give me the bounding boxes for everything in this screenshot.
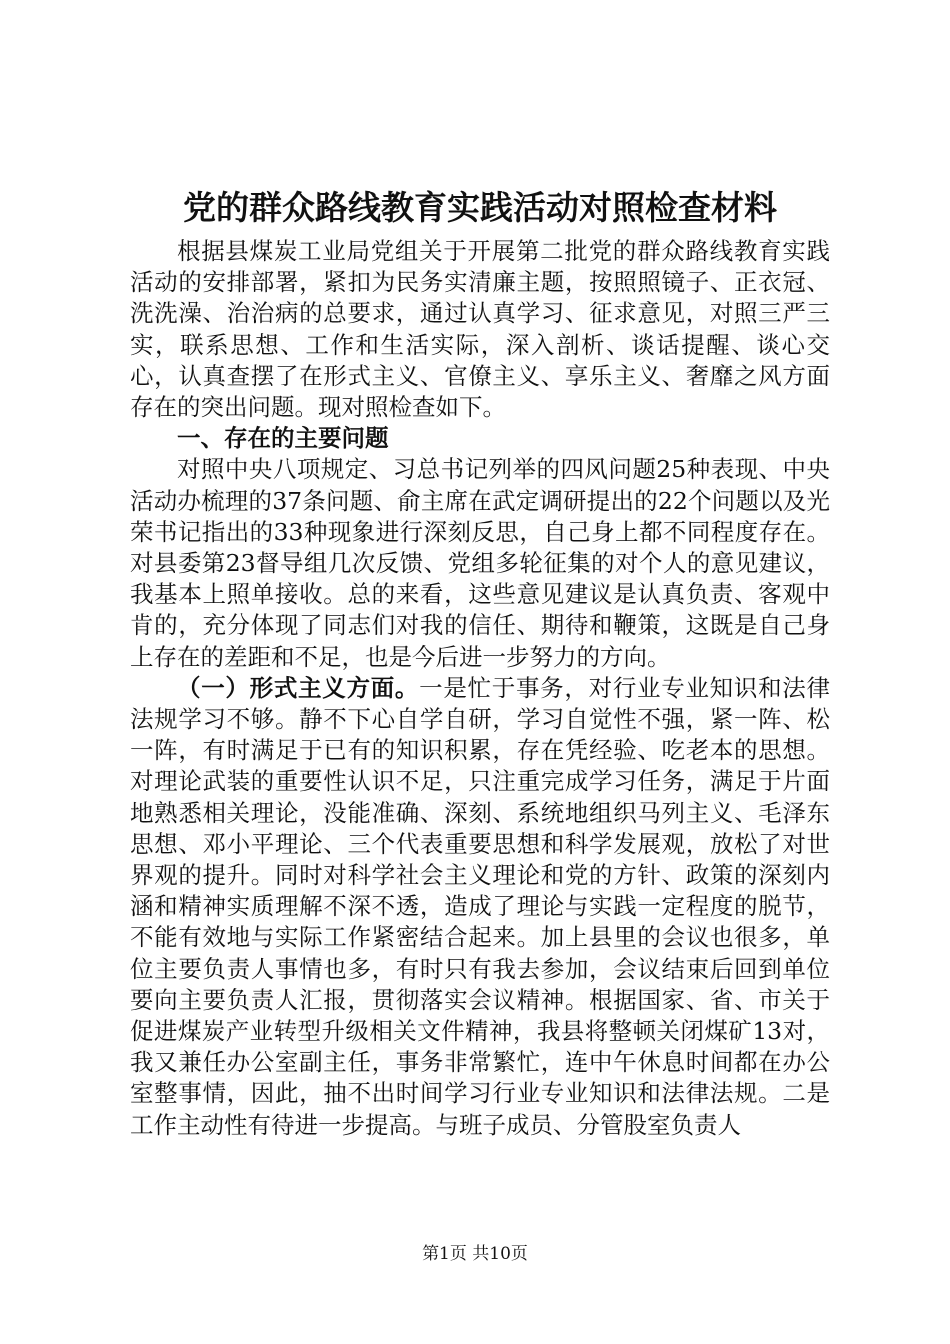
formalism-lead: （一）形式主义方面。 [177,673,420,702]
document-page [130,180,830,1141]
formalism-paragraph [130,673,830,1141]
intro-paragraph: 根据县煤炭工业局党组关于开展第二批党的群众路线教育实践活动的安排部署，紧扣为民务实清廉主题，按照照镜子、正衣冠、洗洗澡、治治病的总要求，通过认真学习、征求意见，对照三严三实，联系思想、工作和生活实际，深入剖析、谈话提醒、谈心交心，认真查摆了在形式主义、官僚主义、享乐主义、奢靡之风方面存在的突出问题。现对照检查如下。 [130,237,830,422]
problems-paragraph: 对照中央八项规定、习总书记列举的四风问题25种表现、中央活动办梳理的37条问题、俞主席在武定调研提出的22个问题以及光荣书记指出的33种现象进行深刻反思，自己身上都不同程度存在。对县委第23督导组几次反馈、党组多轮征集的对个人的意见建议，我基本上照单接收。总的来看，这些意见建议是认真负责、客观中肯的，充分体现了同志们对我的信任、期待和鞭策，这既是自己身上存在的差距和不足，也是今后进一步努力的方向。 [130,455,830,671]
page-footer: 第1页 共10页 [422,1244,528,1264]
formalism-body: 一是忙于事务，对行业专业知识和法律法规学习不够。静不下心自学自研，学习自觉性不强，紧一阵、松一阵，有时满足于已有的知识积累，存在凭经验、吃老本的思想。对理论武装的重要性认识不足，只注重完成学习任务，满足于片面地熟悉相关理论，没能准确、深刻、系统地组织马列主义、毛泽东思想、邓小平理论、三个代表重要思想和科学发展观，放松了对世界观的提升。同时对科学社会主义理论和党的方针、政策的深刻内涵和精神实质理解不深不透，造成了理论与实践一定程度的脱节，不能有效地与实际工作紧密结合起来。加上县里的会议也很多，单位主要负责人事情也多，有时只有我去参加，会议结束后回到单位要向主要负责人汇报，贯彻落实会议精神。根据国家、省、市关于促进煤炭产业转型升级相关文件精神，我县将整顿关闭煤矿13对，我又兼任办公室副主任，事务非常繁忙，连中午休息时间都在办公室整事情，因此，抽不出时间学习行业专业知识和法律法规。二是工作主动性有待进一步提高。与班子成员、分管股室负责人 [130,673,831,1139]
section-heading: 一、存在的主要问题 [177,424,389,453]
document-title: 党的群众路线教育实践活动对照检查材料 [183,188,777,227]
